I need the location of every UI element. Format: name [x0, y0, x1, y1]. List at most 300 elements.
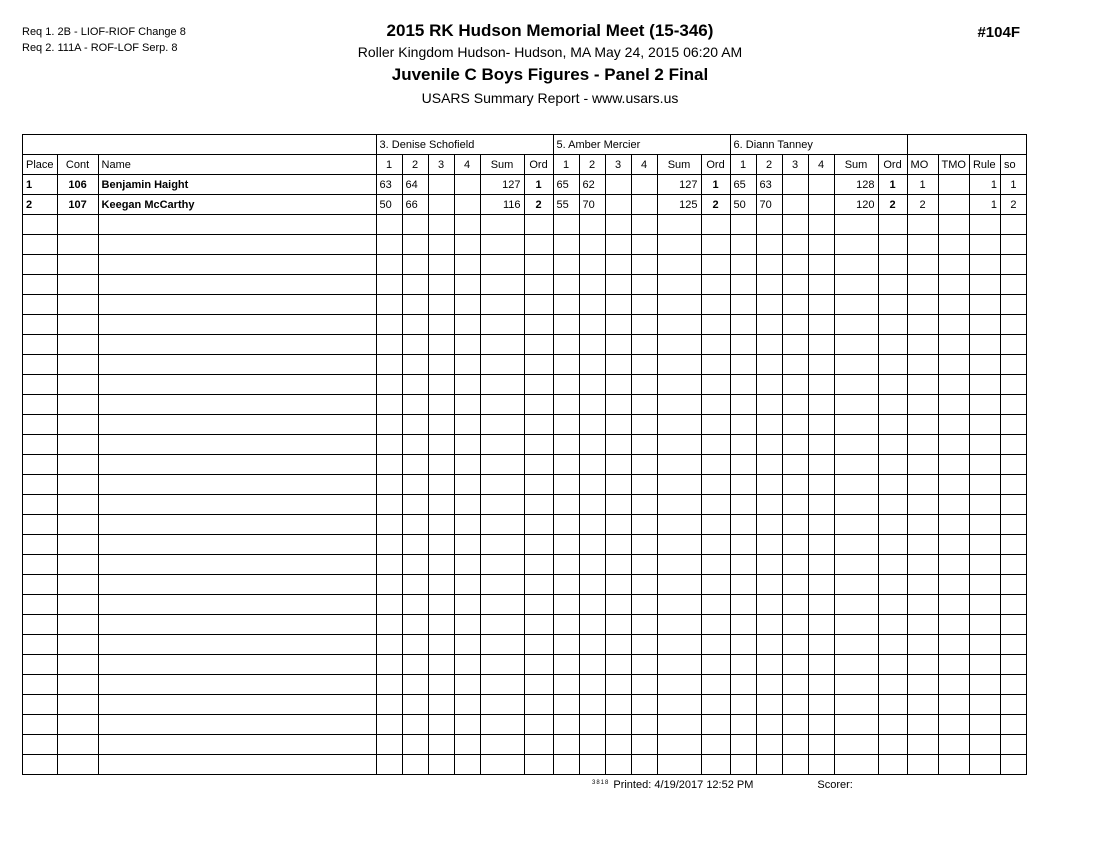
empty-row [23, 415, 1027, 435]
cell-sum-judge3 [834, 555, 878, 575]
cell-place [23, 235, 58, 255]
cell-rule [969, 295, 1000, 315]
cell-cont [57, 655, 98, 675]
cell-score-3-judge2 [605, 255, 631, 275]
empty-row [23, 655, 1027, 675]
cell-so [1000, 675, 1026, 695]
cell-sum-judge1 [480, 715, 524, 735]
cell-score-4-judge2 [631, 235, 657, 255]
cell-score-1-judge2 [553, 355, 579, 375]
cell-mo [907, 655, 938, 675]
cell-score-1-judge1 [376, 455, 402, 475]
cell-score-3-judge3 [782, 335, 808, 355]
cell-ord-judge2 [701, 355, 730, 375]
cell-score-4-judge1 [454, 335, 480, 355]
cell-so [1000, 235, 1026, 255]
cell-score-3-judge3 [782, 395, 808, 415]
cell-score-4-judge3 [808, 575, 834, 595]
cell-score-2-judge1 [402, 635, 428, 655]
cell-ord-judge2 [701, 455, 730, 475]
cell-score-1-judge3 [730, 495, 756, 515]
cell-tmo [938, 455, 969, 475]
cell-score-1-judge2 [553, 695, 579, 715]
cell-rule [969, 695, 1000, 715]
cell-score-4-judge3 [808, 415, 834, 435]
cell-score-4-judge1 [454, 615, 480, 635]
cell-score-2-judge3 [756, 535, 782, 555]
cell-ord-judge1 [524, 275, 553, 295]
cell-tmo [938, 715, 969, 735]
cell-score-4-judge2 [631, 375, 657, 395]
cell-place [23, 435, 58, 455]
cell-skater-name [98, 395, 376, 415]
cell-score-2-judge2 [579, 675, 605, 695]
cell-place [23, 635, 58, 655]
cell-ord-judge2 [701, 715, 730, 735]
cell-place [23, 395, 58, 415]
cell-score-1-judge1 [376, 395, 402, 415]
cell-place [23, 655, 58, 675]
cell-score-4-judge3 [808, 175, 834, 195]
cell-score-3-judge2 [605, 275, 631, 295]
cell-sum-judge3: 120 [834, 195, 878, 215]
footer-code: 3818 [592, 780, 610, 786]
cell-sum-judge2 [657, 595, 701, 615]
cell-ord-judge2 [701, 335, 730, 355]
cell-score-4-judge2 [631, 655, 657, 675]
cell-so: 1 [1000, 175, 1026, 195]
cell-tmo [938, 235, 969, 255]
cell-tmo [938, 395, 969, 415]
cell-mo [907, 555, 938, 575]
cell-score-4-judge2 [631, 735, 657, 755]
cell-score-2-judge3 [756, 575, 782, 595]
cell-score-4-judge3 [808, 655, 834, 675]
cell-score-4-judge1 [454, 295, 480, 315]
cell-sum-judge2 [657, 215, 701, 235]
cell-score-1-judge3 [730, 595, 756, 615]
cell-score-2-judge2 [579, 635, 605, 655]
cell-score-1-judge1 [376, 375, 402, 395]
cell-cont [57, 595, 98, 615]
cell-score-1-judge2 [553, 475, 579, 495]
cell-score-4-judge1 [454, 375, 480, 395]
cell-score-3-judge3 [782, 315, 808, 335]
cell-ord-judge2 [701, 755, 730, 775]
cell-score-3-judge1 [428, 695, 454, 715]
cell-score-2-judge3 [756, 735, 782, 755]
empty-row [23, 295, 1027, 315]
cell-score-3-judge3 [782, 495, 808, 515]
cell-score-4-judge3 [808, 375, 834, 395]
cell-cont [57, 315, 98, 335]
cell-score-1-judge3 [730, 655, 756, 675]
cell-ord-judge1 [524, 255, 553, 275]
cell-ord-judge2 [701, 695, 730, 715]
empty-row [23, 635, 1027, 655]
cell-ord-judge3 [878, 355, 907, 375]
cell-score-3-judge2 [605, 655, 631, 675]
cell-score-3-judge1 [428, 455, 454, 475]
cell-mo [907, 435, 938, 455]
cell-ord-judge1 [524, 395, 553, 415]
cell-tmo [938, 315, 969, 335]
cell-sum-judge2 [657, 375, 701, 395]
cell-score-1-judge1 [376, 755, 402, 775]
cell-sum-judge2 [657, 735, 701, 755]
cell-mo [907, 535, 938, 555]
cell-ord-judge3 [878, 535, 907, 555]
cell-place [23, 715, 58, 735]
col-header-ord-judge2: Ord [701, 155, 730, 175]
cell-skater-name [98, 715, 376, 735]
cell-tmo [938, 275, 969, 295]
cell-score-1-judge3 [730, 355, 756, 375]
cell-place [23, 675, 58, 695]
cell-sum-judge1 [480, 515, 524, 535]
cell-tmo [938, 295, 969, 315]
cell-sum-judge2 [657, 315, 701, 335]
cell-score-2-judge2 [579, 475, 605, 495]
cell-score-4-judge2 [631, 175, 657, 195]
cell-ord-judge3 [878, 255, 907, 275]
cell-sum-judge2 [657, 355, 701, 375]
cell-score-4-judge2 [631, 495, 657, 515]
cell-rule [969, 255, 1000, 275]
cell-place [23, 535, 58, 555]
cell-sum-judge1 [480, 455, 524, 475]
cell-so [1000, 295, 1026, 315]
cell-sum-judge2 [657, 535, 701, 555]
cell-score-2-judge1 [402, 495, 428, 515]
cell-sum-judge1 [480, 295, 524, 315]
cell-so [1000, 435, 1026, 455]
cell-score-1-judge1 [376, 575, 402, 595]
cell-ord-judge1 [524, 495, 553, 515]
cell-score-1-judge2 [553, 495, 579, 515]
cell-score-4-judge3 [808, 255, 834, 275]
cell-score-3-judge3 [782, 695, 808, 715]
cell-cont [57, 735, 98, 755]
cell-mo [907, 275, 938, 295]
cell-score-3-judge3 [782, 635, 808, 655]
cell-mo [907, 755, 938, 775]
cell-cont [57, 435, 98, 455]
cell-mo [907, 215, 938, 235]
cell-score-1-judge2: 65 [553, 175, 579, 195]
cell-score-2-judge1 [402, 395, 428, 415]
cell-score-3-judge1 [428, 635, 454, 655]
cell-score-1-judge3 [730, 335, 756, 355]
cell-tmo [938, 415, 969, 435]
cell-score-1-judge2 [553, 575, 579, 595]
col-header-so: so [1000, 155, 1026, 175]
cell-score-2-judge1 [402, 215, 428, 235]
cell-score-1-judge2 [553, 715, 579, 735]
cell-score-1-judge1 [376, 555, 402, 575]
cell-score-2-judge3 [756, 495, 782, 515]
cell-score-4-judge3 [808, 395, 834, 415]
cell-so [1000, 575, 1026, 595]
cell-score-2-judge2 [579, 755, 605, 775]
cell-cont [57, 515, 98, 535]
cell-skater-name [98, 555, 376, 575]
table-body [23, 175, 1027, 775]
cell-score-3-judge3 [782, 415, 808, 435]
cell-score-1-judge1 [376, 355, 402, 375]
cell-ord-judge3 [878, 595, 907, 615]
cell-score-2-judge3: 63 [756, 175, 782, 195]
cell-sum-judge2 [657, 555, 701, 575]
cell-mo [907, 355, 938, 375]
cell-score-1-judge1 [376, 415, 402, 435]
empty-row [23, 575, 1027, 595]
empty-row [23, 455, 1027, 475]
cell-mo [907, 455, 938, 475]
cell-score-2-judge2 [579, 375, 605, 395]
cell-score-2-judge2 [579, 255, 605, 275]
cell-score-2-judge3 [756, 315, 782, 335]
cell-score-1-judge3 [730, 635, 756, 655]
cell-place [23, 295, 58, 315]
cell-cont [57, 235, 98, 255]
col-header-1-judge2: 1 [553, 155, 579, 175]
cell-mo [907, 415, 938, 435]
cell-score-4-judge1 [454, 595, 480, 615]
cell-mo [907, 315, 938, 335]
cell-score-1-judge3 [730, 695, 756, 715]
cell-score-1-judge3 [730, 255, 756, 275]
cell-ord-judge1 [524, 355, 553, 375]
cell-sum-judge1 [480, 575, 524, 595]
cell-score-4-judge3 [808, 295, 834, 315]
cell-ord-judge3 [878, 695, 907, 715]
cell-score-4-judge2 [631, 515, 657, 535]
cell-sum-judge3 [834, 595, 878, 615]
col-header-tmo: TMO [938, 155, 969, 175]
cell-score-4-judge1 [454, 755, 480, 775]
cell-ord-judge2 [701, 375, 730, 395]
cell-place [23, 595, 58, 615]
cell-mo [907, 675, 938, 695]
cell-so [1000, 475, 1026, 495]
cell-rule [969, 455, 1000, 475]
cell-ord-judge3 [878, 295, 907, 315]
cell-score-3-judge1 [428, 735, 454, 755]
cell-ord-judge2 [701, 295, 730, 315]
cell-score-3-judge3 [782, 515, 808, 535]
empty-row [23, 255, 1027, 275]
cell-score-4-judge1 [454, 415, 480, 435]
cell-mo [907, 515, 938, 535]
cell-score-2-judge1 [402, 615, 428, 635]
cell-ord-judge2 [701, 255, 730, 275]
cell-score-2-judge2 [579, 535, 605, 555]
cell-score-3-judge2 [605, 315, 631, 335]
cell-score-2-judge3 [756, 475, 782, 495]
cell-score-1-judge3 [730, 235, 756, 255]
cell-ord-judge2 [701, 635, 730, 655]
cell-score-1-judge1 [376, 475, 402, 495]
cell-score-2-judge1 [402, 335, 428, 355]
cell-sum-judge2 [657, 755, 701, 775]
cell-score-4-judge2 [631, 315, 657, 335]
cell-tmo [938, 735, 969, 755]
cell-score-3-judge2 [605, 295, 631, 315]
cell-score-1-judge3 [730, 755, 756, 775]
req-2-label: Req 2. 111A - ROF-LOF Serp. 8 [22, 42, 178, 54]
cell-mo [907, 255, 938, 275]
cell-ord-judge2 [701, 275, 730, 295]
cell-score-2-judge1 [402, 435, 428, 455]
cell-skater-name [98, 595, 376, 615]
cell-score-2-judge3 [756, 275, 782, 295]
cell-score-3-judge3 [782, 555, 808, 575]
cell-score-2-judge2 [579, 575, 605, 595]
cell-score-3-judge3 [782, 735, 808, 755]
cell-score-3-judge3 [782, 475, 808, 495]
cell-score-2-judge3 [756, 335, 782, 355]
cell-sum-judge1 [480, 315, 524, 335]
cell-sum-judge3 [834, 295, 878, 315]
cell-score-3-judge2 [605, 595, 631, 615]
cell-sum-judge3 [834, 315, 878, 335]
meet-title: 2015 RK Hudson Memorial Meet (15-346) [386, 21, 714, 40]
cell-rule [969, 555, 1000, 575]
cell-ord-judge2 [701, 675, 730, 695]
cell-ord-judge3 [878, 675, 907, 695]
cell-score-4-judge2 [631, 355, 657, 375]
cell-score-3-judge3 [782, 215, 808, 235]
cell-score-1-judge1: 50 [376, 195, 402, 215]
cell-ord-judge2: 2 [701, 195, 730, 215]
cell-score-2-judge2 [579, 415, 605, 435]
cell-score-3-judge2 [605, 555, 631, 575]
cell-ord-judge1 [524, 335, 553, 355]
cell-score-4-judge1 [454, 495, 480, 515]
cell-ord-judge3 [878, 635, 907, 655]
col-header-mo: MO [907, 155, 938, 175]
cell-score-1-judge3 [730, 515, 756, 535]
cell-score-1-judge2 [553, 235, 579, 255]
cell-place [23, 735, 58, 755]
cell-score-2-judge2 [579, 275, 605, 295]
cell-sum-judge3 [834, 255, 878, 275]
cell-ord-judge1 [524, 515, 553, 535]
empty-row [23, 555, 1027, 575]
cell-ord-judge1 [524, 655, 553, 675]
cell-score-2-judge2 [579, 595, 605, 615]
venue-date-line: Roller Kingdom Hudson- Hudson, MA May 24, 2015 06:20 AM [357, 44, 743, 60]
empty-row [23, 475, 1027, 495]
cell-score-2-judge2 [579, 555, 605, 575]
cell-score-4-judge3 [808, 555, 834, 575]
cell-score-4-judge2 [631, 755, 657, 775]
cell-score-1-judge2 [553, 215, 579, 235]
cell-score-4-judge3 [808, 635, 834, 655]
cell-sum-judge3 [834, 355, 878, 375]
cell-sum-judge3 [834, 535, 878, 555]
cell-score-1-judge2 [553, 755, 579, 775]
cell-score-3-judge1 [428, 335, 454, 355]
cell-score-1-judge1 [376, 255, 402, 275]
cell-score-1-judge2 [553, 335, 579, 355]
cell-ord-judge1 [524, 675, 553, 695]
cell-sum-judge3 [834, 695, 878, 715]
cell-ord-judge3 [878, 395, 907, 415]
cell-ord-judge2 [701, 475, 730, 495]
cell-tmo [938, 555, 969, 575]
cell-score-3-judge1 [428, 575, 454, 595]
cell-score-2-judge2 [579, 455, 605, 475]
cell-skater-name [98, 435, 376, 455]
cell-rule: 1 [969, 195, 1000, 215]
cell-rule [969, 355, 1000, 375]
empty-row [23, 595, 1027, 615]
cell-ord-judge3 [878, 715, 907, 735]
cell-score-2-judge3 [756, 555, 782, 575]
cell-score-2-judge1 [402, 535, 428, 555]
cell-score-1-judge3 [730, 575, 756, 595]
cell-sum-judge2 [657, 495, 701, 515]
cell-score-4-judge2 [631, 475, 657, 495]
cell-score-1-judge2 [553, 555, 579, 575]
cell-score-3-judge2 [605, 715, 631, 735]
cell-so [1000, 535, 1026, 555]
cell-score-3-judge3 [782, 595, 808, 615]
cell-sum-judge3 [834, 335, 878, 355]
cell-score-2-judge3 [756, 455, 782, 475]
scorer-label: Scorer: [817, 779, 853, 791]
cell-cont [57, 675, 98, 695]
cell-sum-judge3 [834, 375, 878, 395]
cell-sum-judge1 [480, 215, 524, 235]
cell-sum-judge3 [834, 715, 878, 735]
cell-tmo [938, 175, 969, 195]
cell-mo [907, 635, 938, 655]
cell-skater-name [98, 215, 376, 235]
cell-score-3-judge3 [782, 575, 808, 595]
cell-sum-judge1 [480, 335, 524, 355]
cell-skater-name [98, 515, 376, 535]
cell-score-4-judge1 [454, 255, 480, 275]
cell-rule [969, 415, 1000, 435]
cell-score-2-judge2 [579, 695, 605, 715]
cell-score-4-judge2 [631, 255, 657, 275]
cell-skater-name [98, 335, 376, 355]
cell-score-1-judge1: 63 [376, 175, 402, 195]
cell-score-4-judge3 [808, 515, 834, 535]
cell-sum-judge3 [834, 495, 878, 515]
cell-ord-judge2 [701, 615, 730, 635]
cell-score-4-judge1 [454, 715, 480, 735]
cell-score-1-judge1 [376, 515, 402, 535]
cell-score-4-judge1 [454, 195, 480, 215]
cell-so [1000, 395, 1026, 415]
cell-sum-judge2 [657, 455, 701, 475]
cell-ord-judge1 [524, 535, 553, 555]
cell-skater-name [98, 755, 376, 775]
cell-score-4-judge3 [808, 455, 834, 475]
cell-score-3-judge3 [782, 275, 808, 295]
cell-place: 2 [23, 195, 58, 215]
cell-score-1-judge3: 50 [730, 195, 756, 215]
cell-score-2-judge1 [402, 755, 428, 775]
cell-ord-judge2 [701, 395, 730, 415]
cell-rule [969, 215, 1000, 235]
cell-score-2-judge3 [756, 635, 782, 655]
cell-sum-judge3 [834, 455, 878, 475]
